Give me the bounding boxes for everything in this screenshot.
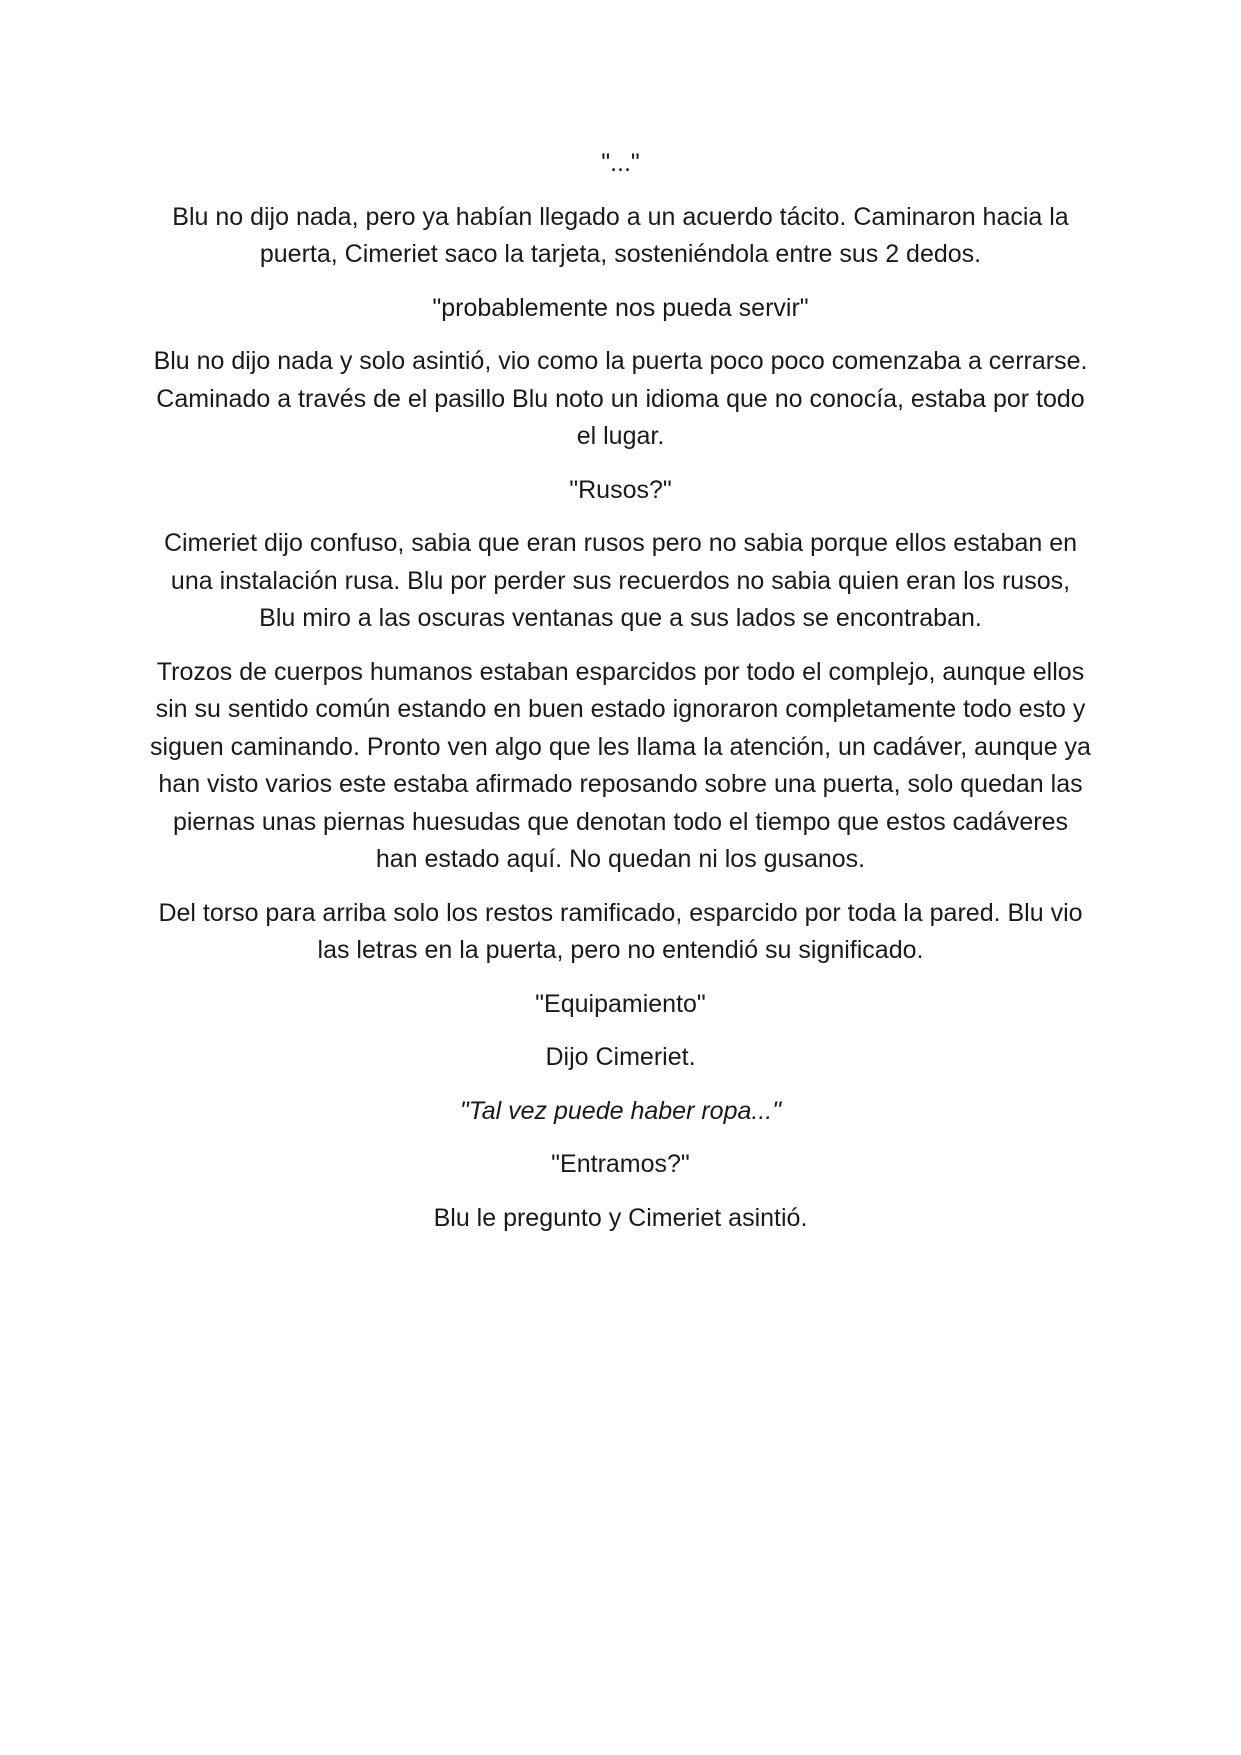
document-page	[150, 145, 1091, 1253]
paragraph-quote-probablemente: "probablemente nos pueda servir"	[432, 293, 809, 322]
paragraph-hallway: Blu no dijo nada y solo asintió, vio como la puerta poco poco comenzaba a cerrarse. Caminado a través de el pasillo Blu noto un idioma que no conocía, estaba por todo el lugar.	[153, 347, 1088, 450]
paragraph-tacit-agreement: Blu no dijo nada, pero ya habían llegado a un acuerdo tácito. Caminaron hacia la puerta, Cimeriet saco la tarjeta, sosteniéndola entre sus 2 dedos.	[172, 202, 1069, 268]
paragraph-torso: Del torso para arriba solo los restos ramificado, esparcido por toda la pared. Blu vio las letras en la puerta, pero no entendió su significado.	[158, 898, 1083, 964]
paragraph-thought-ropa: "Tal vez puede haber ropa..."	[459, 1096, 782, 1125]
paragraph-ellipsis-quote: "..."	[601, 149, 640, 177]
paragraph-quote-rusos: "Rusos?"	[569, 475, 672, 504]
paragraph-russian-facility: Cimeriet dijo confuso, sabia que eran rusos pero no sabia porque ellos estaban en una instalación rusa. Blu por perder sus recuerdos no sabia quien eran los rusos, Blu miro a las oscuras ventanas que a sus lados se encontraban.	[163, 529, 1078, 632]
paragraph-quote-equipamiento: "Equipamiento"	[535, 989, 706, 1018]
paragraph-asintio: Blu le pregunto y Cimeriet asintió.	[433, 1203, 808, 1232]
paragraph-dijo-cimeriet: Dijo Cimeriet.	[545, 1043, 696, 1071]
paragraph-body-parts: Trozos de cuerpos humanos estaban esparcidos por todo el complejo, aunque ellos sin su sentido común estando en buen estado ignoraron completamente todo esto y siguen caminando. Pronto ven algo que les llama la atención, un cadáver, aunque ya han visto varios este estaba afirmado reposando sobre una puerta, solo quedan las piernas unas piernas huesudas que denotan todo el tiempo que estos cadáveres han estado aquí. No quedan ni los gusanos.	[150, 657, 1091, 873]
paragraph-quote-entramos: "Entramos?"	[551, 1150, 690, 1178]
